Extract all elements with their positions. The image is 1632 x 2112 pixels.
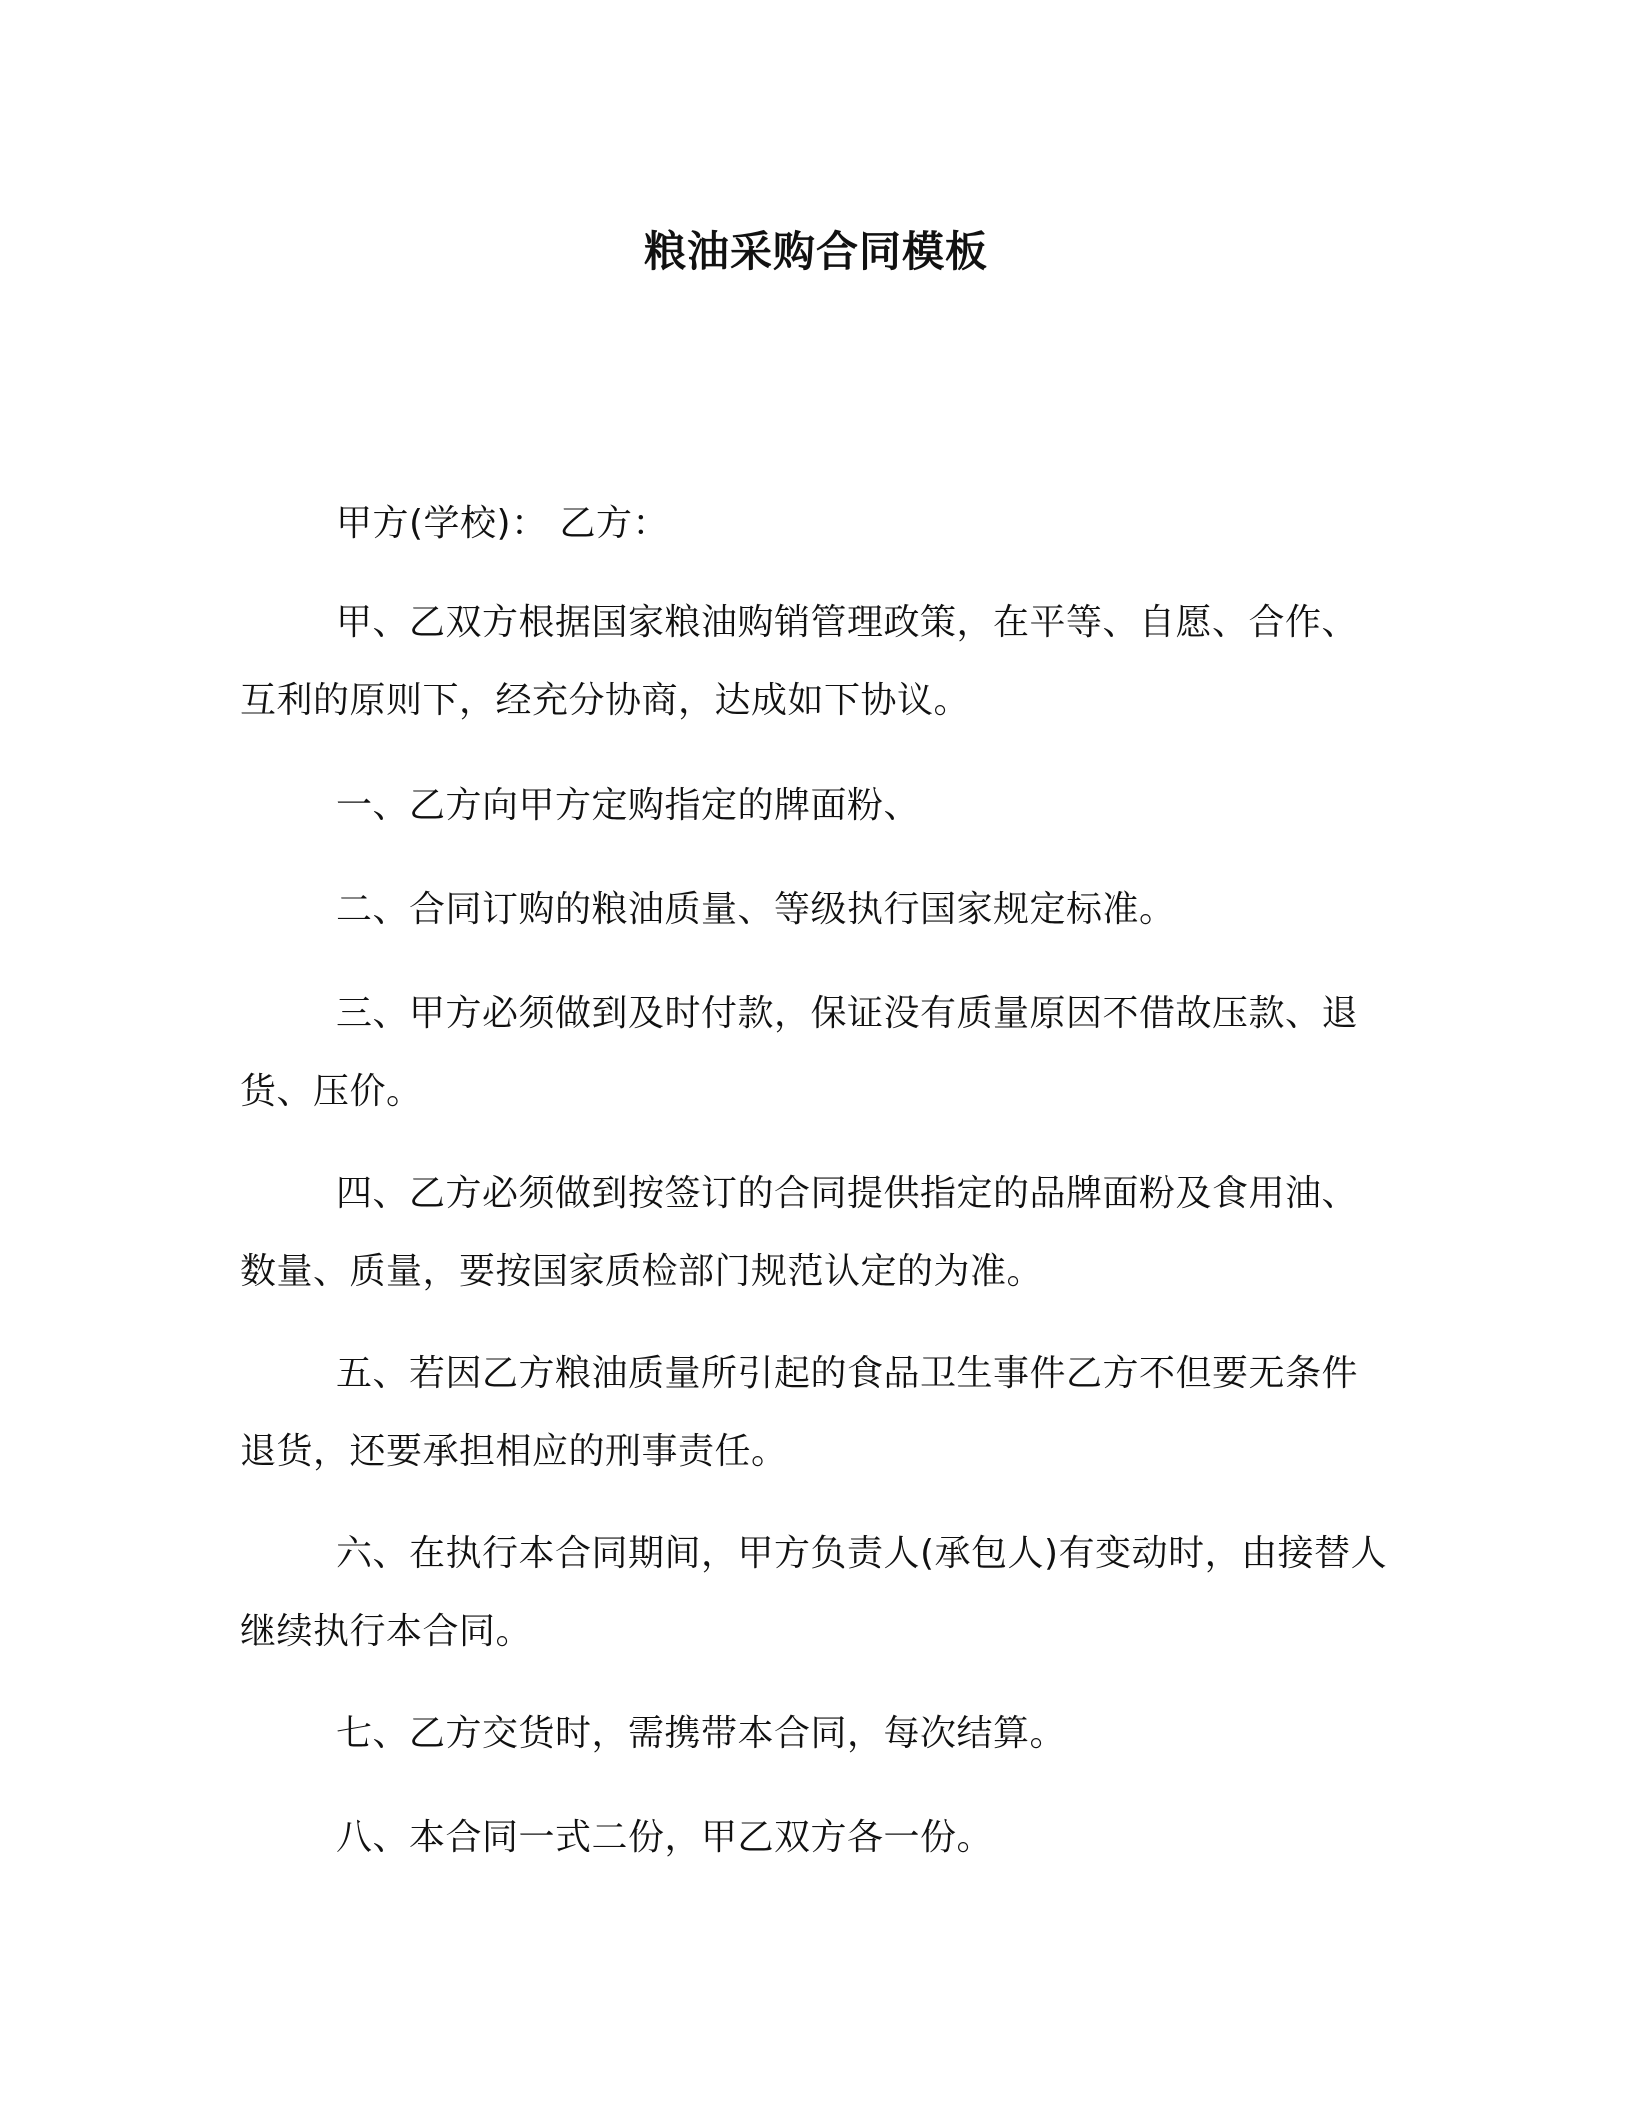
clause-8: 八、本合同一式二份，甲乙双方各一份。 [336,1817,994,1858]
parties-line: 甲方(学校)： 乙方： [336,503,670,544]
clause-6: 六、在执行本合同期间，甲方负责人(承包人)有变动时，由接替人继续执行本合同。 [240,1533,1388,1652]
clause-2: 二、合同订购的粮油质量、等级执行国家规定标准。 [336,889,1176,930]
clause-1: 一、乙方向甲方定购指定的牌面粉、 [336,785,921,826]
clause-7: 七、乙方交货时，需携带本合同，每次结算。 [336,1713,1067,1754]
clause-4: 四、乙方必须做到按签订的合同提供指定的品牌面粉及食用油、数量、质量，要按国家质检部门规范认定的为准。 [240,1173,1359,1292]
intro-paragraph: 甲、乙双方根据国家粮油购销管理政策，在平等、自愿、合作、互利的原则下，经充分协商，达成如下协议。 [240,602,1359,721]
clause-5: 五、若因乙方粮油质量所引起的食品卫生事件乙方不但要无条件退货，还要承担相应的刑事责任。 [240,1353,1359,1472]
clause-3: 三、甲方必须做到及时付款，保证没有质量原因不借故压款、退货、压价。 [240,993,1359,1112]
document-title: 粮油采购合同模板 [643,227,988,276]
